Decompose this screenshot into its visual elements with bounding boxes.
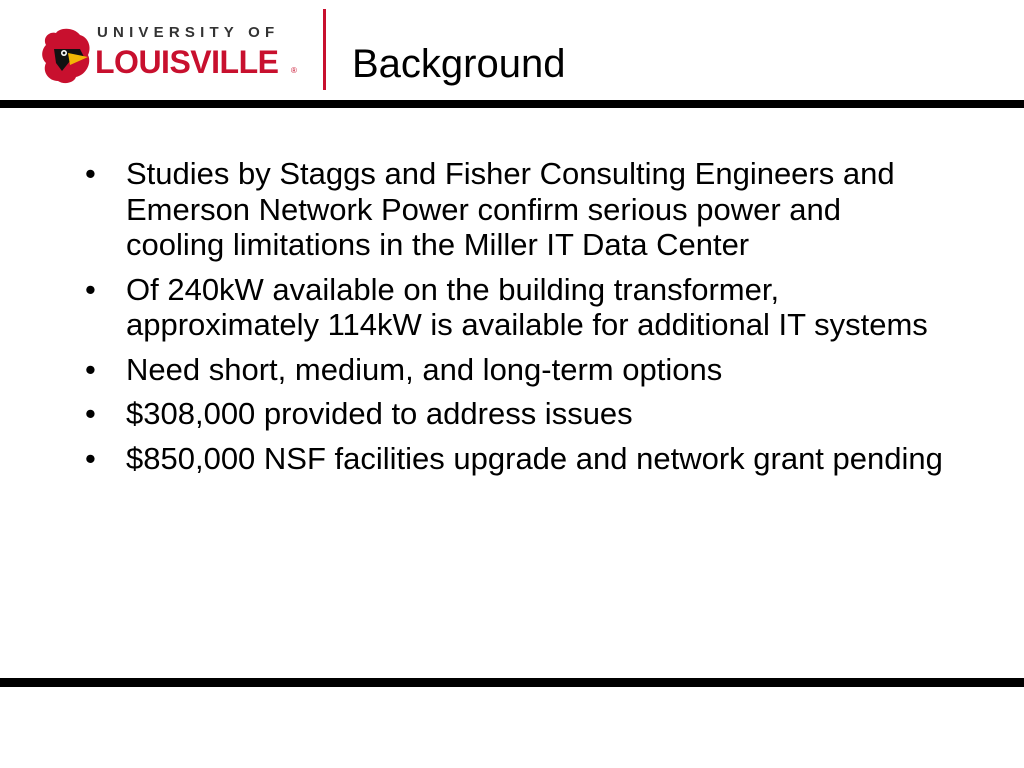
bullet-icon: • [85,440,96,476]
bullet-icon: • [85,351,96,387]
logo-wordmark-main: LOUISVILLE [95,44,279,80]
bullet-icon: • [85,156,96,191]
slide-header [0,0,1024,100]
bottom-rule [0,678,1024,687]
bullet-text: Need short, medium, and long-term options [126,351,723,387]
logo-wordmark-top: UNIVERSITY OF [97,24,280,41]
list-item [85,396,945,432]
bullet-icon: • [85,271,96,307]
list-item [85,441,945,477]
header-divider [323,9,326,90]
slide-title: Background [352,42,566,86]
bullet-text: Studies by Staggs and Fisher Consulting Engineers and Emerson Network Power confirm serious power and cooling limitations in the Miller IT Data Center [126,156,895,262]
top-rule [0,100,1024,108]
bullet-text: Of 240kW available on the building transformer, approximately 114kW is available for additional IT systems [126,271,928,342]
cardinal-logo-icon [40,27,92,85]
list-item [85,272,945,343]
bullet-list [85,156,945,485]
list-item [85,352,945,388]
bullet-text: $850,000 NSF facilities upgrade and network grant pending [126,440,943,476]
logo-registered-mark: ® [291,66,297,75]
bullet-text: $308,000 provided to address issues [126,396,633,431]
list-item [85,156,945,263]
bullet-icon: • [85,396,96,431]
